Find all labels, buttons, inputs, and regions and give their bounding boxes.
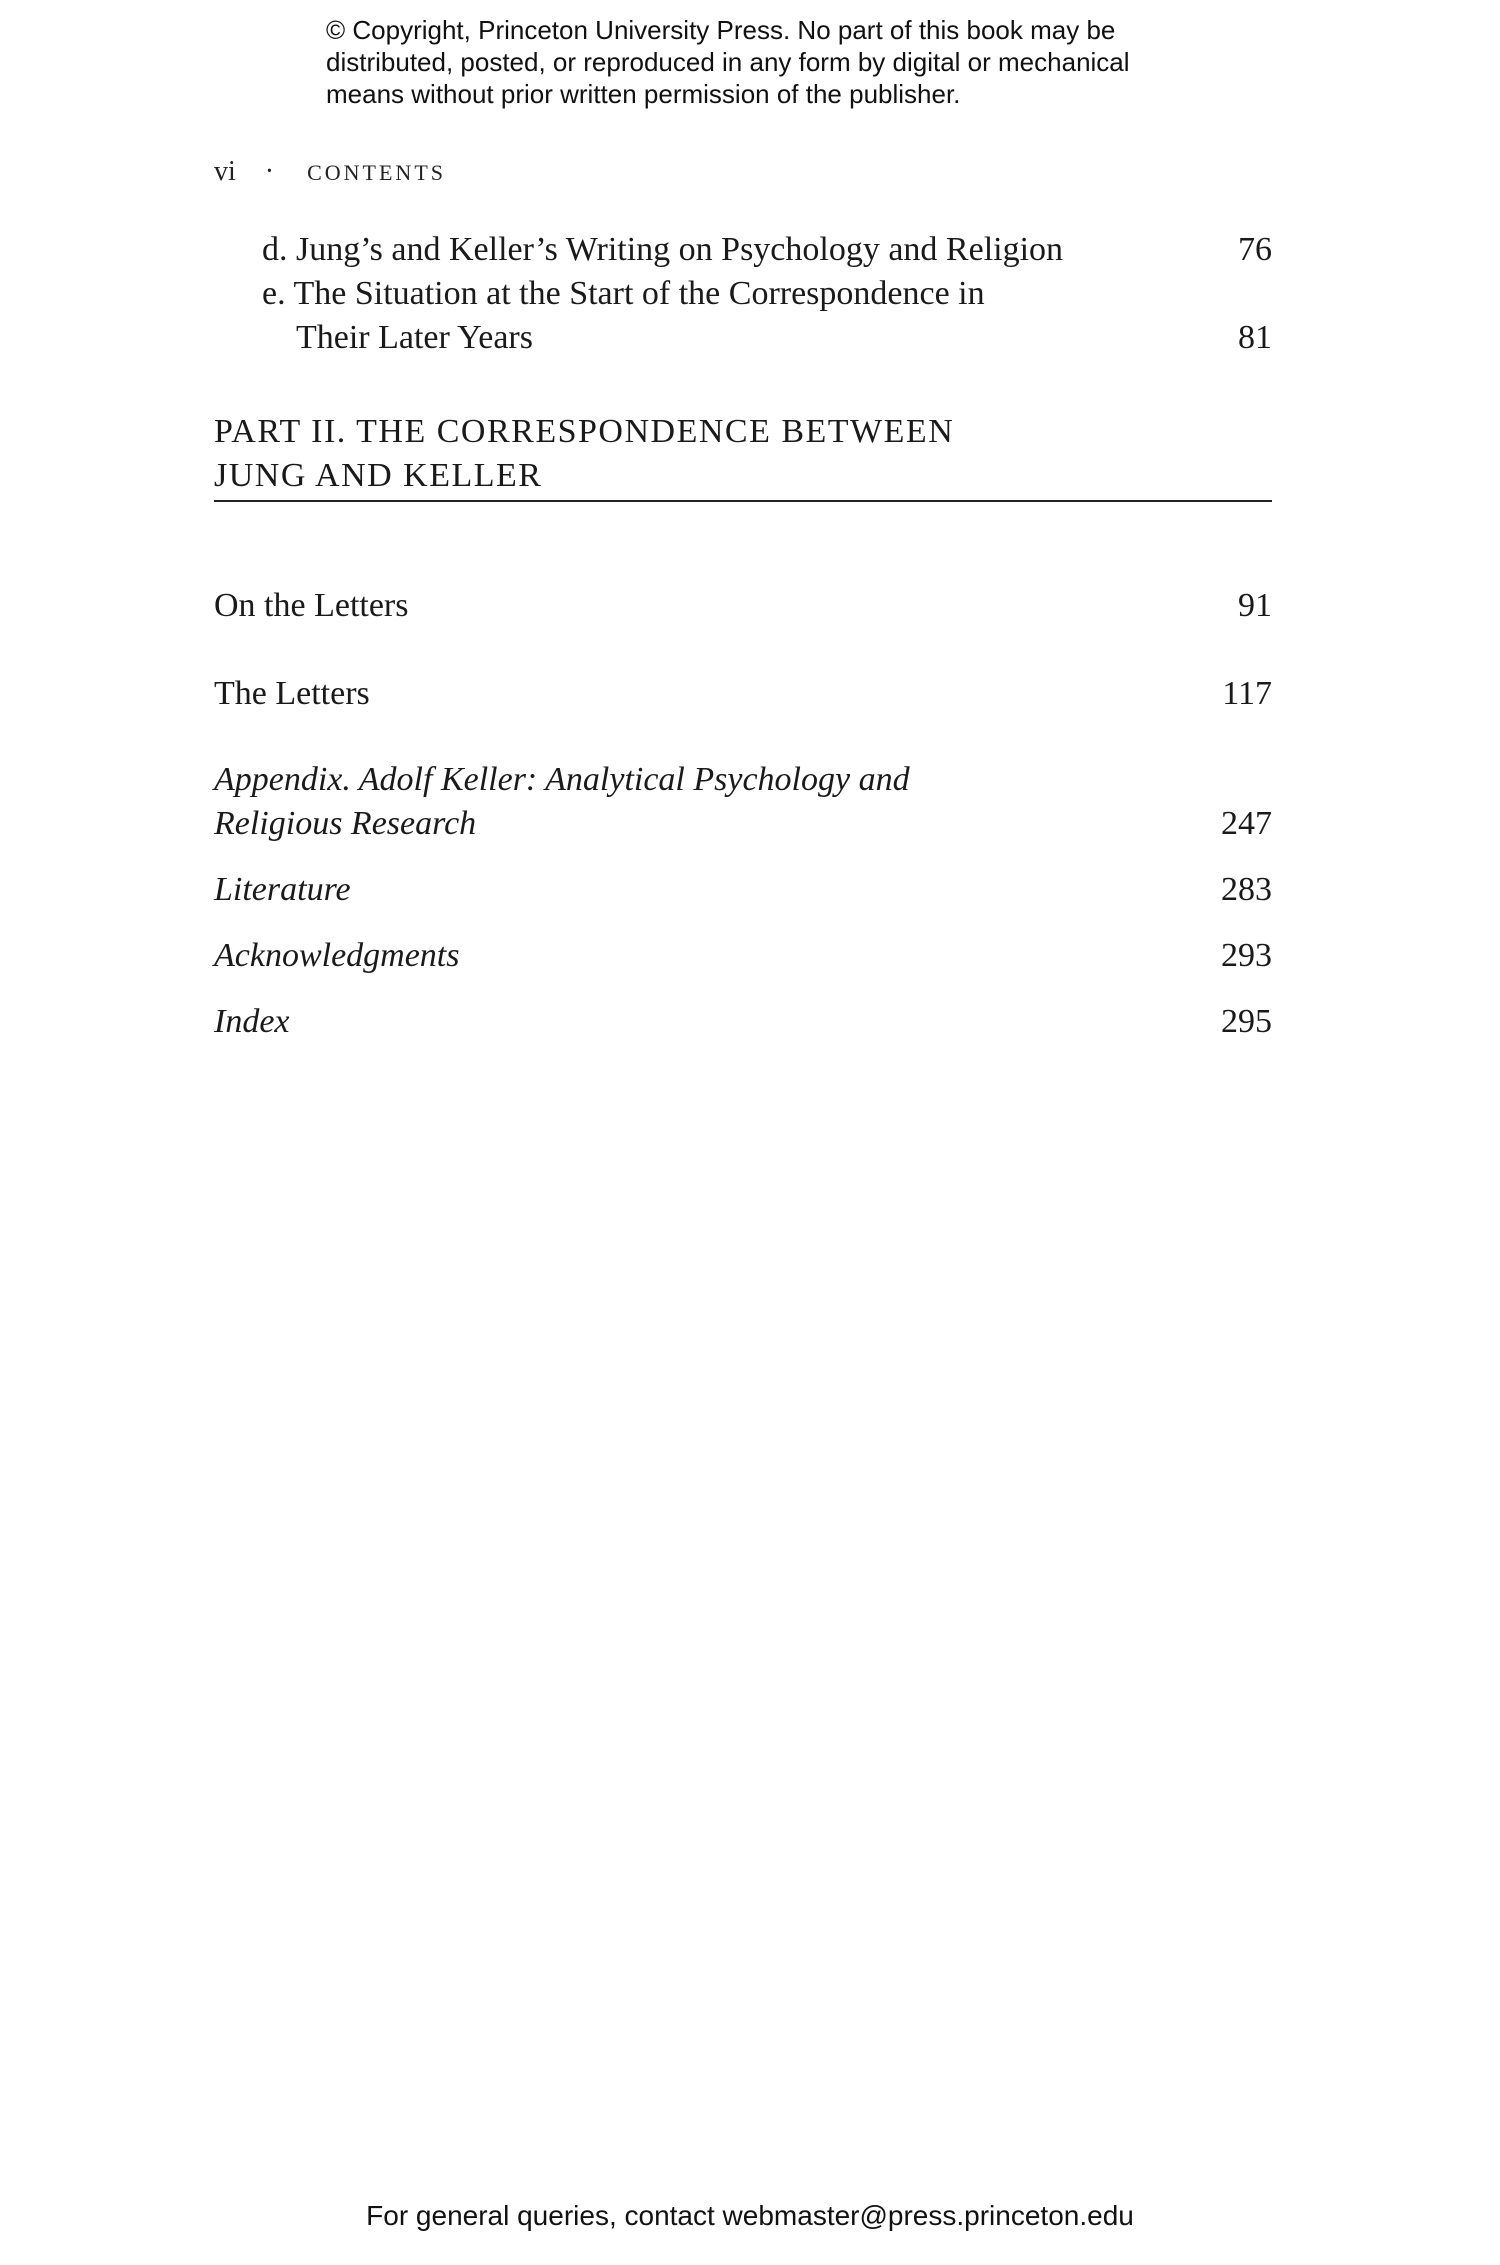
toc-entry-title: d. Jung’s and Keller’s Writing on Psychology and Religion xyxy=(262,231,1064,268)
copyright-line: distributed, posted, or reproduced in any form by digital or mechanical xyxy=(326,47,1130,77)
running-head-separator: · xyxy=(264,156,275,187)
copyright-notice xyxy=(326,14,1226,110)
toc-entry-page: 293 xyxy=(1221,937,1272,974)
copyright-line: © Copyright, Princeton University Press. No part of this book may be xyxy=(326,15,1116,45)
toc-entry xyxy=(214,1000,1272,1044)
part-heading-line: PART II. THE CORRESPONDENCE BETWEEN xyxy=(214,413,955,450)
toc-entry xyxy=(214,868,1272,912)
toc-entry xyxy=(214,672,1272,716)
toc-entry-title-continued: Religious Research xyxy=(214,805,477,842)
toc-entry-title: Literature xyxy=(214,871,351,908)
part-heading xyxy=(214,410,1272,502)
part-heading-line: JUNG AND KELLER xyxy=(214,457,543,494)
toc-entry-title: Acknowledgments xyxy=(214,937,460,974)
toc-entry xyxy=(214,584,1272,628)
page-folio: vi xyxy=(214,156,236,187)
toc-entry-page: 91 xyxy=(1238,587,1272,624)
toc-entry xyxy=(262,272,1272,360)
toc-entry-page: 81 xyxy=(1238,319,1272,356)
toc-entry-page: 247 xyxy=(1221,805,1272,842)
toc-entry-title: The Letters xyxy=(214,675,370,712)
toc-entry-page: 76 xyxy=(1238,231,1272,268)
toc-entry-title-continued: Their Later Years xyxy=(296,319,533,356)
toc-entry-title: Index xyxy=(214,1003,290,1040)
toc-entry-page: 295 xyxy=(1221,1003,1272,1040)
toc-entry xyxy=(262,228,1272,272)
toc-entry xyxy=(214,758,1272,846)
copyright-line: means without prior written permission of the publisher. xyxy=(326,79,961,109)
toc-entry-title: Appendix. Adolf Keller: Analytical Psychology and xyxy=(214,761,910,798)
running-head-title: CONTENTS xyxy=(307,160,446,185)
toc-entry-page: 117 xyxy=(1222,675,1272,712)
footer-contact: For general queries, contact webmaster@press.princeton.edu xyxy=(366,2200,1134,2231)
toc-entry-title: e. The Situation at the Start of the Correspondence in xyxy=(262,275,985,312)
toc-entry xyxy=(214,934,1272,978)
running-head xyxy=(214,156,446,188)
toc-entry-page: 283 xyxy=(1221,871,1272,908)
toc-entry-title: On the Letters xyxy=(214,587,409,624)
